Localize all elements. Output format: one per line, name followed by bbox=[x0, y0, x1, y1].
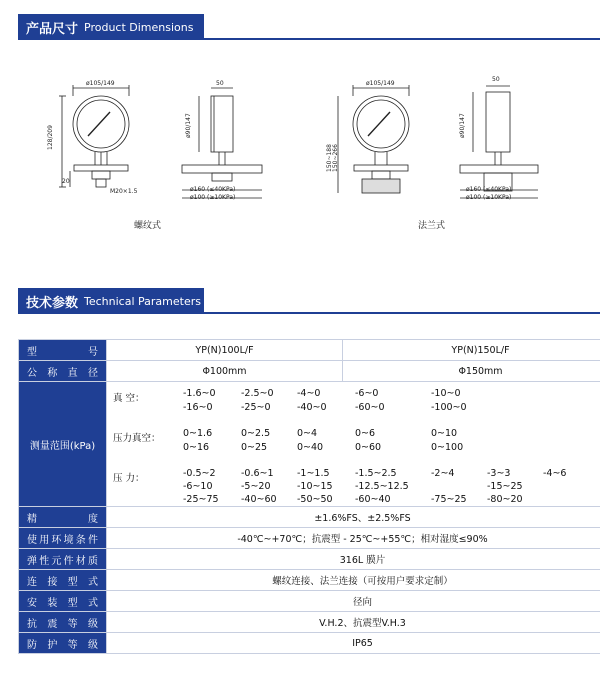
model-150: YP(N)150L/F bbox=[343, 340, 600, 361]
table-row bbox=[19, 591, 600, 612]
range-value: -60~40 bbox=[355, 494, 391, 505]
threaded-front-view bbox=[59, 85, 129, 187]
range-value: -2~4 bbox=[431, 468, 455, 479]
model-100: YP(N)100L/F bbox=[107, 340, 343, 361]
range-value: 0~25 bbox=[241, 442, 268, 453]
compound-label: 压力真空： bbox=[113, 433, 161, 444]
parameters-table bbox=[18, 339, 600, 654]
range-value: -4~0 bbox=[297, 388, 321, 399]
vacuum-label: 真 空： bbox=[113, 393, 145, 404]
threaded-side-view bbox=[182, 88, 262, 198]
table-row bbox=[19, 549, 600, 570]
table-row bbox=[19, 382, 600, 507]
range-value: -10~0 bbox=[431, 388, 461, 399]
section-title-cn: 产品尺寸 bbox=[26, 21, 79, 37]
range-value: 0~40 bbox=[297, 442, 324, 453]
range-value: -60~0 bbox=[355, 402, 385, 413]
range-value: -10~15 bbox=[297, 481, 333, 492]
dim-width-right: 50 bbox=[492, 76, 500, 83]
range-value: -0.6~1 bbox=[241, 468, 274, 479]
section-title-bar bbox=[18, 288, 204, 314]
row-label: 型号 bbox=[19, 340, 107, 361]
range-value: 0~6 bbox=[355, 428, 376, 439]
diameter-100: Φ100mm bbox=[107, 361, 343, 382]
range-value: -16~0 bbox=[183, 402, 213, 413]
range-value: -6~0 bbox=[355, 388, 379, 399]
range-value: -1~1.5 bbox=[297, 468, 330, 479]
section-underline bbox=[204, 38, 600, 40]
range-value: -6~10 bbox=[183, 481, 213, 492]
dim-dia-left: ø105/149 bbox=[86, 80, 115, 87]
material-value: 316L 膜片 bbox=[107, 549, 600, 570]
section-underline bbox=[204, 312, 600, 314]
row-label: 公称直径 bbox=[19, 361, 107, 382]
section-title-bar bbox=[18, 14, 204, 40]
table-row bbox=[19, 361, 600, 382]
range-value: 0~100 bbox=[431, 442, 464, 453]
dim-height-left: 128/209 bbox=[47, 125, 54, 150]
dim-sidedia-right: ø90/147 bbox=[459, 113, 466, 138]
dim-height2-right: 150~266 bbox=[332, 144, 339, 172]
range-value: 0~2.5 bbox=[241, 428, 271, 439]
table-row bbox=[19, 570, 600, 591]
row-label: 安装型式 bbox=[19, 591, 107, 612]
range-value: 0~60 bbox=[355, 442, 382, 453]
table-row bbox=[19, 340, 600, 361]
range-value: -5~20 bbox=[241, 481, 271, 492]
range-value: -1.5~2.5 bbox=[355, 468, 397, 479]
row-label: 防护等级 bbox=[19, 633, 107, 654]
caption-threaded: 螺纹式 bbox=[134, 221, 162, 231]
row-label: 测量范围(kPa) bbox=[19, 382, 107, 507]
table-row bbox=[19, 507, 600, 528]
row-label: 抗震等级 bbox=[19, 612, 107, 633]
range-value: 0~1.6 bbox=[183, 428, 213, 439]
row-label: 连接型式 bbox=[19, 570, 107, 591]
mounting-value: 径向 bbox=[107, 591, 600, 612]
dim-width-left: 50 bbox=[216, 80, 224, 87]
caption-flange: 法兰式 bbox=[418, 221, 446, 231]
range-value: 0~16 bbox=[183, 442, 210, 453]
dim-height-right: 150~188 bbox=[326, 144, 333, 172]
range-cell bbox=[107, 382, 600, 507]
flange-side-view bbox=[460, 86, 538, 198]
range-value: -25~0 bbox=[241, 402, 271, 413]
table-row bbox=[19, 612, 600, 633]
section-header-dimensions bbox=[0, 14, 600, 40]
dim-flange2-right: ø100 (≥10KPa) bbox=[466, 194, 512, 201]
range-value: -25~75 bbox=[183, 494, 219, 505]
flange-front-view bbox=[338, 85, 409, 193]
range-value: -2.5~0 bbox=[241, 388, 274, 399]
range-value: -80~20 bbox=[487, 494, 523, 505]
pressure-label: 压 力： bbox=[113, 473, 145, 484]
range-value: -75~25 bbox=[431, 494, 467, 505]
range-value: -4~6 bbox=[543, 468, 567, 479]
environment-value: -40℃~+70℃；抗震型 - 25℃~+55℃；相对湿度≤90% bbox=[107, 528, 600, 549]
range-value: -3~3 bbox=[487, 468, 511, 479]
section-title-en: Technical Parameters bbox=[84, 294, 201, 308]
table-row bbox=[19, 633, 600, 654]
dim-flange1-left: ø160 (≤40KPa) bbox=[190, 186, 236, 193]
dim-flange1-right: ø160 (≤40KPa) bbox=[466, 186, 512, 193]
range-value: 0~10 bbox=[431, 428, 458, 439]
table-row bbox=[19, 528, 600, 549]
range-value: -0.5~2 bbox=[183, 468, 216, 479]
dim-sidedia-left: ø90/147 bbox=[185, 113, 192, 138]
range-value: 0~4 bbox=[297, 428, 318, 439]
dimension-drawings bbox=[0, 70, 600, 240]
dim-20-left: 20 bbox=[62, 178, 70, 185]
vibration-value: V.H.2、抗震型V.H.3 bbox=[107, 612, 600, 633]
section-title-en: Product Dimensions bbox=[84, 20, 194, 34]
range-value: -12.5~12.5 bbox=[355, 481, 409, 492]
dim-flange2-left: ø100 (≥10KPa) bbox=[190, 194, 236, 201]
row-label: 使用环境条件 bbox=[19, 528, 107, 549]
range-value: -15~25 bbox=[487, 481, 523, 492]
accuracy-value: ±1.6%FS、±2.5%FS bbox=[107, 507, 600, 528]
dim-thread-left: M20×1.5 bbox=[110, 188, 138, 195]
range-value: -100~0 bbox=[431, 402, 467, 413]
section-header-parameters bbox=[0, 288, 600, 314]
range-value: -50~50 bbox=[297, 494, 333, 505]
row-label: 弹性元件材质 bbox=[19, 549, 107, 570]
connection-value: 螺纹连接、法兰连接（可按用户要求定制） bbox=[107, 570, 600, 591]
range-value: -40~60 bbox=[241, 494, 277, 505]
row-label: 精度 bbox=[19, 507, 107, 528]
range-value: -1.6~0 bbox=[183, 388, 216, 399]
protection-value: IP65 bbox=[107, 633, 600, 654]
section-title-cn: 技术参数 bbox=[26, 295, 79, 311]
dim-dia-right: ø105/149 bbox=[366, 80, 395, 87]
diameter-150: Φ150mm bbox=[343, 361, 600, 382]
range-value: -40~0 bbox=[297, 402, 327, 413]
